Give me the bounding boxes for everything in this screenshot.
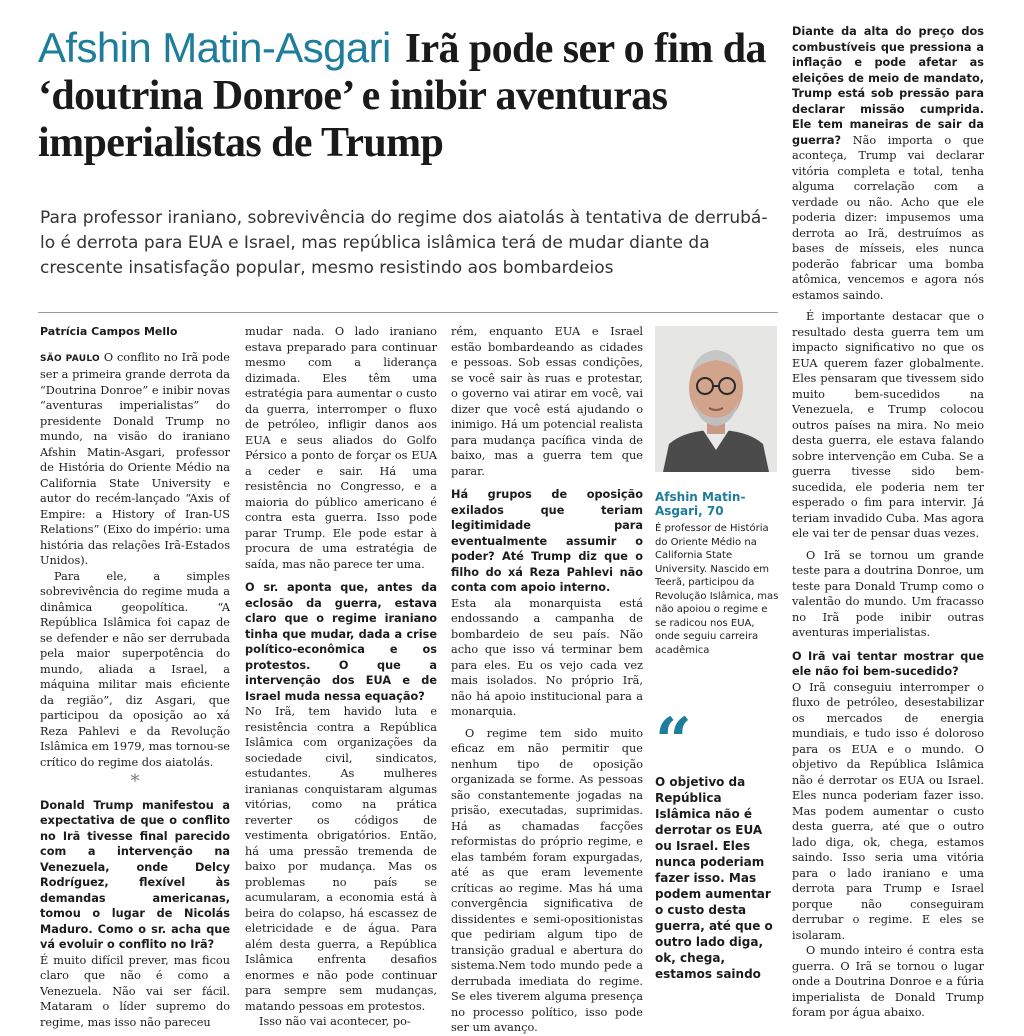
- subtitle: Para professor iraniano, sobrevivência do regime dos aiatolás à tentativa de derrubá-lo é derrota para EUA e Israel, mas república islâmica terá de mudar diante da crescente insatisfação popular, mesmo resistindo aos bombardeios: [40, 208, 768, 278]
- paragraph: [792, 24, 984, 303]
- pull-quote-text: O objetivo da República Islâmica não é derrotar os EUA ou Israel. Eles nunca poderiam fazer isso. Mas podem aumentar o custo desta guerra, até que o outro lado diga, ok, chega, estamos saindo: [655, 775, 773, 981]
- paragraph: Para ele, a simples sobrevivência do regime muda a dinâmica geopolítica. “A República Islâmica foi capaz de se defender e não ser derrubada pela maior superpotência do mundo, aliada a Israel, a máquina militar mais eficiente da região”, diz Asgari, que participou da oposição ao xá Reza Pahlevi e da Revolução Islâmica em 1979, mas tornou-se crítico do regime dos aiatolás.: [40, 569, 230, 769]
- paragraph: O Irã se tornou um grande teste para a doutrina Donroe, um teste para Donald Trump como o valentão do mundo. Um fracasso no Irã pode inibir outras aventuras imperialistas.: [792, 548, 984, 639]
- paragraph-text: O conflito no Irã pode ser a primeira grande derrota da “Doutrina Donroe” e inibir novas “aventuras imperialistas” do presidente Donald Trump no mundo, na visão do iraniano Afshin Matin-Asgari, professor de História do Oriente Médio na California State University e autor do recém-lançado “Axis of Empire: a History of Iran-US Relations” (Eixo do império: uma história das relações Irã-Estados Unidos).: [40, 350, 230, 567]
- header-rule: [38, 312, 778, 313]
- paragraph: O regime tem sido muito eficaz em não permitir que nenhum tipo de oposição organizada se forme. As pessoas são constantemente jogadas na prisão, executadas, suprimidas. Há as chamadas facções reformistas do próprio regime, e elas também foram expurgadas, até as que eram levemente críticas ao regime. Mas há uma convergência significativa de dissidentes e semi-opositionistas que pediriam algum tipo de transição gradual e abertura do sistema.Nem todo mundo pede a derrubada imediata do regime. Se eles tiverem alguma presença no processo político, isso pode ser um avanço.: [451, 726, 643, 1034]
- answer: É muito difícil prever, mas ficou claro que não é como a Venezuela. Não vai ser fácil. Mataram o líder supremo do regime, mas isso não pareceu: [40, 953, 230, 1029]
- answer: Não importa o que aconteça, Trump vai declarar vitória completa e total, tenha alguma correlação com a verdade ou não. Acho que ele poderia dizer: impusemos uma derrota ao Irã, destruímos as bases de mísseis, eles nunca poderão fabricar uma bomba atômica, vencemos e agora nós estamos saindo.: [792, 133, 984, 302]
- paragraph: rém, enquanto EUA e Israel estão bombardeando as cidades e pessoas. Sob essas condições, se você sair às ruas e protestar, o governo vai atirar em você, vai dizer que você está ajudando o inimigo. Há um potencial realista para mudança pacífica vinda de baixo, mas a guerra tem que parar.: [451, 325, 643, 478]
- answer: Esta ala monarquista está endossando a campanha de bombardeio de seu país. Não acho que isso vá terminar bem para eles. Eu os vejo cada vez mais isolados. No próprio Irã, não há apoio institucional para a monarquia.: [451, 596, 643, 718]
- column-1: [40, 324, 230, 1030]
- portrait-illustration: [655, 326, 777, 472]
- paragraph: É importante destacar que o resultado desta guerra tem um impacto significativo no que os EUA querem fazer globalmente. Eles pensaram que tivessem sido muito bem-sucedidos na Venezuela, e Trump colocou outros países na mira. No meio desta guerra, ele estava falando sobre intervenção em Cuba. Se a guerra tivesse sido bem-sucedida, ele poderia nem ter esperado o fim para intervir. Já teriam invadido Cuba. Mas agora ele vai ter de pensar duas vezes.: [792, 310, 984, 540]
- paragraph: Isso não vai acontecer, po-: [259, 1015, 411, 1028]
- column-5: [792, 24, 984, 1021]
- headline-author: Afshin Matin-Asgari: [38, 24, 391, 71]
- column-2: [245, 324, 437, 1030]
- author-caption: [655, 490, 780, 657]
- question: Há grupos de oposição exilados que teriam legitimidade para eventualmente assumir o poder? Até Trump diz que o filho do xá Reza Pahlevi não conta com apoio interno.: [451, 488, 643, 594]
- paragraph: mudar nada. O lado iraniano estava preparado para continuar mesmo com a liderança dizimada. Eles têm uma estratégia para aumentar o custo da guerra, interromper o fluxo de petróleo, infligir danos aos EUA e seus aliados do Golfo Pérsico a ponto de forçar os EUA a ceder e sair. Há uma resistência no Congresso, e a maioria do público americano é contra esta guerra. Isso pode parar Trump. Ele pode estar à procura de uma estratégia de saída, mas não parece ter uma.: [245, 325, 437, 571]
- column-3: [451, 324, 643, 1036]
- pull-quote: [655, 704, 780, 982]
- caption-bio: É professor de História do Oriente Médio na California State University. Nascido em Teerã, participou da Revolução Islâmica, mas não apoiou o regime e se radicou nos EUA, onde seguiu carreira acadêmica: [655, 523, 779, 656]
- question: O sr. aponta que, antes da eclosão da guerra, estava claro que o regime iraniano tinha que mudar, dada a crise político-econômica e os protestos. O que a intervenção dos EUA e de Israel muda nessa equação?: [245, 581, 437, 703]
- byline: Patrícia Campos Mello: [40, 325, 178, 338]
- question: Donald Trump manifestou a expectativa de que o conflito no Irã tivesse final parecido com a intervenção na Venezuela, onde Delcy Rodríguez, flexível às demandas americanas, tomou o lugar de Nicolás Maduro. Como o sr. acha que vá evoluir o conflito no Irã?: [40, 798, 230, 951]
- dateline: SÃO PAULO: [40, 353, 101, 364]
- question: Diante da alta do preço dos combustíveis que pressiona a inflação e pode afetar as eleições de meio de mandato, Trump está sob pressão para declarar missão cumprida. Ele tem maneiras de sair da guerra?: [792, 25, 984, 147]
- section-divider: *: [130, 771, 140, 792]
- author-photo: [655, 326, 777, 472]
- answer: O Irã conseguiu interromper o fluxo de petróleo, desestabilizar os mercados de energia mundiais, e tudo isso é doloroso para os EUA e o mundo. O objetivo da República Islâmica não é derrotar os EUA ou Israel. Eles nunca poderiam fazer isso. Mas podem aumentar o custo desta guerra, até que o outro lado diga, ok, chega, estamos saindo. Isso seria uma vitória para o lado iraniano e uma derrota para Trump e Israel porque não conseguiram derrubar o regime. E eles se isolaram.: [792, 680, 984, 942]
- question: O Irã vai tentar mostrar que ele não foi bem-sucedido?: [792, 649, 984, 678]
- headline-title: Irã pode ser o fim da ‘doutrina Donroe’ e inibir aventuras imperialistas de Trump: [38, 26, 766, 166]
- paragraph: O mundo inteiro é contra esta guerra. O Irã se tornou o lugar onde a Doutrina Donroe e a fúria imperialista de Donald Trump foram por água abaixo.: [792, 944, 984, 1019]
- answer: No Irã, tem havido luta e resistência contra a República Islâmica com organizações da sociedade civil, sindicatos, estudantes. As mulheres iranianas conquistaram algumas vitórias, como na prática reverter os códigos de vestimenta obrigatórios. Então, há uma pressão tremenda de baixo por mudança. Mas os problemas no país se acumularam, a economia está à beira do colapso, há escassez de eletricidade e de água. Para além desta guerra, a República Islâmica enfrenta desafios enormes e não pode continuar para sempre sem mudanças, matando pessoas em protestos.: [245, 705, 437, 1013]
- paragraph: [40, 350, 230, 569]
- headline: [38, 24, 778, 167]
- caption-name: Afshin Matin-Asgari, 70: [655, 490, 746, 518]
- quote-icon: “: [655, 704, 692, 779]
